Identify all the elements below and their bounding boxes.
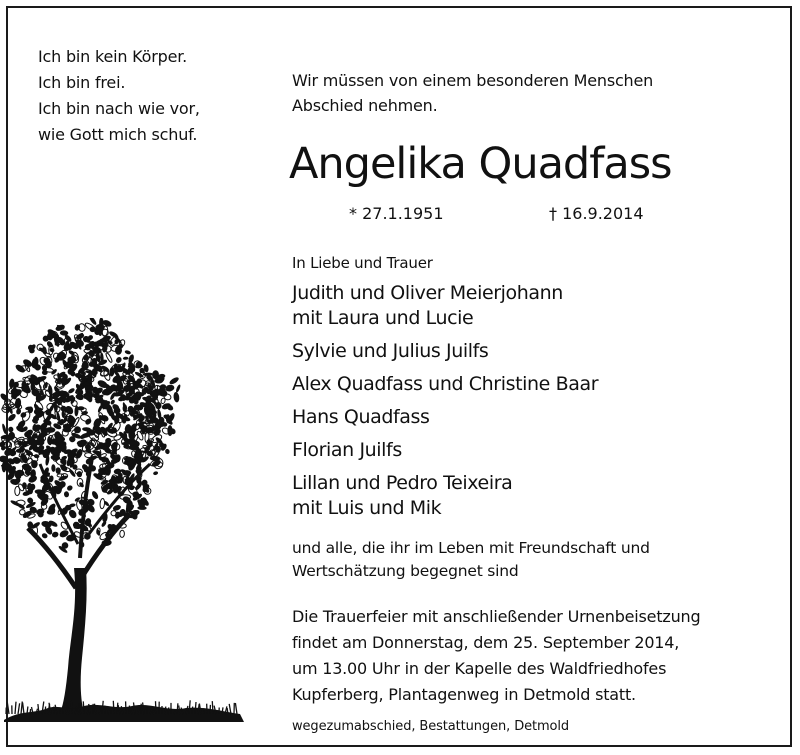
grass-blade [30,709,31,714]
grass-blade [71,701,72,714]
grass-blade [113,701,114,714]
tree-leaf [1,423,7,434]
tree-leaf [168,376,179,386]
poem-line: wie Gott mich schuf. [38,125,198,144]
poem-line: Ich bin kein Körper. [38,47,188,66]
tree-leaf [42,346,48,355]
grass-blade [156,701,157,714]
tree-leaf [42,370,48,375]
tree-leaf [49,347,55,353]
tree-leaf [153,471,159,476]
tree-leaf [120,530,125,537]
grass-blade [23,703,24,714]
tree-leaf [175,384,181,393]
grass-blade [7,702,9,714]
tree-icon [0,318,250,728]
tree-leaf [123,357,129,360]
mourners-heading: In Liebe und Trauer [292,254,433,272]
mourner-name: Lillan und Pedro Teixeira [292,472,513,494]
intro-text [292,68,653,118]
funeral-line: um 13.00 Uhr in der Kapelle des Waldfriedhofes [292,659,667,678]
tree-leaf [14,363,26,374]
mourner-entry [292,372,598,397]
mourner-entry [292,438,598,463]
tree-leaf [103,404,110,409]
tree-leaf [91,490,100,500]
mourners-list [292,281,598,529]
deceased-name: Angelika Quadfass [289,139,672,189]
funeral-details [292,604,700,708]
grass-blade [212,701,213,714]
grass-blade [27,707,28,715]
poem-line: Ich bin nach wie vor, [38,99,200,118]
tree-leaf [41,532,48,539]
tree-leaf [124,350,131,355]
mourner-subline: mit Luis und Mik [292,497,442,519]
tree-leaf [55,467,60,474]
mourner-name: Hans Quadfass [292,406,430,428]
grass-blade [177,703,178,714]
grass-blade [45,707,46,715]
tree-leaf [160,398,165,404]
grass-blade [192,707,193,714]
closing-line: und alle, die ihr im Leben mit Freundschaft und [292,539,650,557]
grass-blade [117,703,118,714]
friends-closing [292,537,650,583]
tree-leaf [8,427,13,433]
grass-blade [15,702,16,714]
funeral-line: findet am Donnerstag, dem 25. September 2014, [292,633,680,652]
tree-leaf [173,392,180,403]
grass-blade [227,708,228,714]
grass-blade [138,707,139,714]
tree-leaf [57,474,64,477]
tree-leaf [15,486,20,495]
tree-leaf [7,413,17,423]
mourner-entry [292,339,598,364]
closing-line: Wertschätzung begegnet sind [292,562,519,580]
mourner-entry [292,281,598,331]
funeral-line: Kupferberg, Plantagenweg in Detmold statt. [292,685,636,704]
grass-blade [18,703,20,714]
tree-leaf [88,318,97,326]
tree-leaf [51,531,59,538]
grass-blade [129,706,130,714]
death-date: † 16.9.2014 [549,204,644,223]
poem-line: Ich bin frei. [38,73,126,92]
intro-line: Abschied nehmen. [292,96,438,115]
grass-blade [83,701,84,714]
grass-blade [235,703,237,714]
mourner-name: Judith und Oliver Meierjohann [292,282,563,304]
undertaker: wegezumabschied, Bestattungen, Detmold [292,719,570,734]
tree-leaf [64,491,70,498]
intro-line: Wir müssen von einem besonderen Menschen [292,71,654,90]
tree-leaf [45,427,55,433]
mourner-name: Alex Quadfass und Christine Baar [292,373,599,395]
tree-leaf [100,498,105,509]
tree-leaf [51,464,55,472]
mourner-name: Sylvie und Julius Juilfs [292,340,489,362]
grass-blade [168,707,169,714]
tree-leaf [137,506,147,510]
mourner-name: Florian Juilfs [292,439,402,461]
birth-date: * 27.1.1951 [349,204,444,223]
mourner-entry [292,471,598,521]
grass-blade [108,710,109,714]
mourner-subline: mit Laura und Lucie [292,307,474,329]
tree-leaf [66,484,74,492]
poem [38,44,200,148]
tree-leaf [78,481,84,488]
funeral-line: Die Trauerfeier mit anschließender Urnenbeisetzung [292,607,701,626]
mourner-entry [292,405,598,430]
grass-blade [165,707,166,714]
tree-leaf [165,448,171,454]
tree-leaf [80,414,91,423]
tree-leaf [115,356,123,364]
tree-leaf [128,429,135,440]
